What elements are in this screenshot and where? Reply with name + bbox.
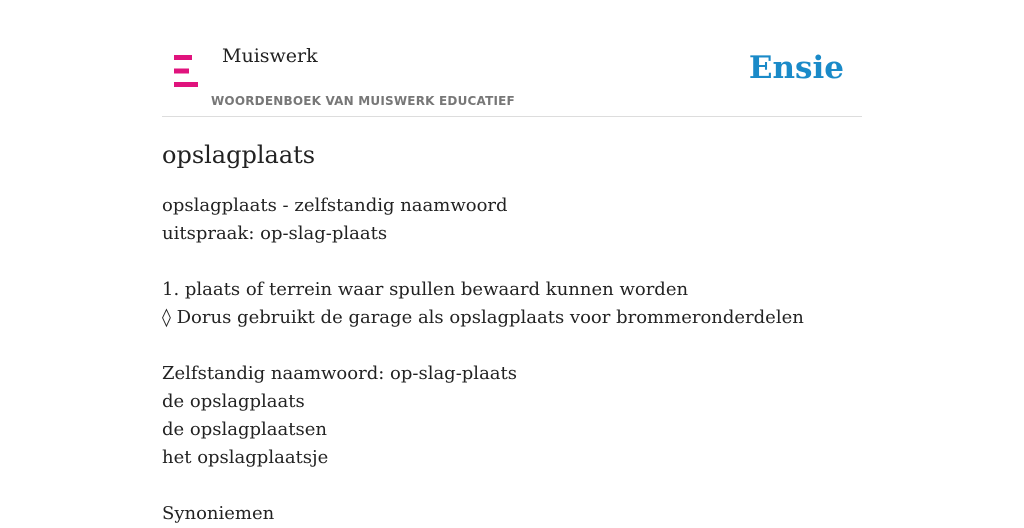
part-of-speech: opslagplaats - zelfstandig naamwoord xyxy=(162,195,508,216)
spacer xyxy=(162,332,862,360)
ensie-brand-link[interactable]: Ensie xyxy=(748,50,844,86)
spacer xyxy=(162,472,862,500)
pronunciation: uitspraak: op-slag-plaats xyxy=(162,223,388,244)
spacer xyxy=(162,248,862,276)
synonyms-heading: Synoniemen xyxy=(162,503,275,524)
form-singular: de opslagplaats xyxy=(162,391,305,412)
form-plural: de opslagplaatsen xyxy=(162,419,327,440)
forms-heading: Zelfstandig naamwoord: op-slag-plaats xyxy=(162,363,517,384)
muiswerk-logo-icon[interactable] xyxy=(172,54,200,88)
definition: 1. plaats of terrein waar spullen bewaard kunnen worden xyxy=(162,279,689,300)
form-diminutive: het opslagplaatsje xyxy=(162,447,329,468)
site-name[interactable]: Muiswerk xyxy=(222,45,318,67)
site-header xyxy=(162,0,862,117)
entry-body xyxy=(162,192,862,528)
example-sentence: ◊ Dorus gebruikt de garage als opslagplaats voor brommeronderdelen xyxy=(162,307,804,328)
page-title: opslagplaats xyxy=(162,141,316,169)
dictionary-entry xyxy=(162,138,862,528)
site-subtitle: WOORDENBOEK VAN MUISWERK EDUCATIEF xyxy=(211,94,515,108)
